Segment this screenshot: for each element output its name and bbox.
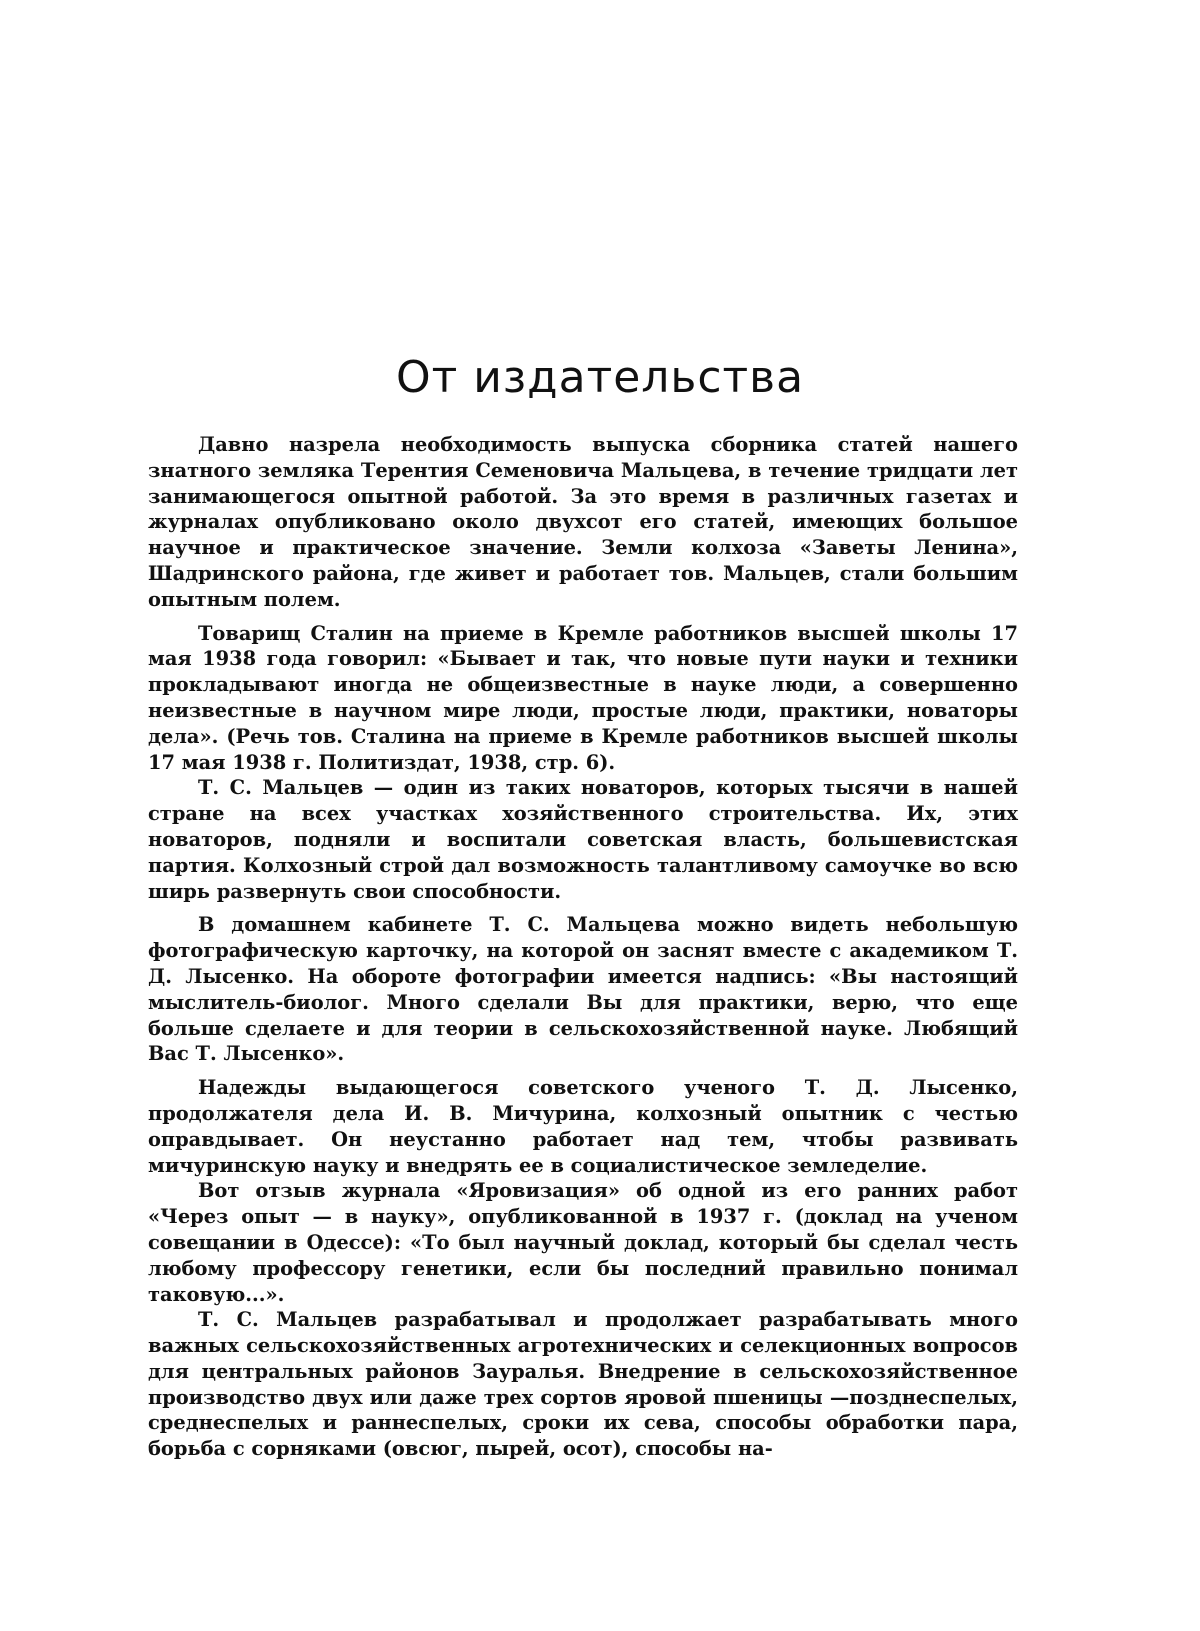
paragraph-1: Давно назрела необходимость выпуска сборника статей нашего знатного земляка Терентия Семеновича Мальцева, в течение тридцати лет занимающегося опытной работой. За это время в различных газетах и журналах опубликовано около двухсот его статей, имеющих большое научное и практическое значение. Земли колхоза «Заветы Ленина», Шадринского района, где живет и работает тов. Мальцев, стали большим опытным полем. [148,433,1018,611]
paragraph-5: Надежды выдающегося советского ученого Т. Д. Лысенко, продолжателя дела И. В. Мичурина, колхозный опытник с честью оправдывает. Он неустанно работает над тем, чтобы развивать мичуринскую науку и внедрять ее в социалистическое земледелие. [148,1076,1018,1177]
paragraph-4: В домашнем кабинете Т. С. Мальцева можно видеть небольшую фотографическую карточку, на которой он заснят вместе с академиком Т. Д. Лысенко. На обороте фотографии имеется надпись: «Вы настоящий мыслитель-биолог. Много сделали Вы для практики, верю, что еще больше сделаете и для теории в сельскохозяйственной науке. Любящий Вас Т. Лысенко». [148,913,1018,1066]
body-text [148,432,1018,1462]
paragraph-2: Товарищ Сталин на приеме в Кремле работников высшей школы 17 мая 1938 года говорил: «Бывает и так, что новые пути науки и техники прокладывают иногда не общеизвестные в науке люди, а совершенно неизвестные в научном мире люди, простые люди, практики, новаторы дела». (Речь тов. Сталина на приеме в Кремле работников высшей школы 17 мая 1938 г. Политиздат, 1938, стр. 6). [148,621,1018,774]
paragraph-6: Вот отзыв журнала «Яровизация» об одной из его ранних работ «Через опыт — в науку», опубликованной в 1937 г. (доклад на ученом совещании в Одессе): «То был научный доклад, который бы сделал честь любому профессору генетики, если бы последний правильно понимал таковую...». [148,1179,1018,1306]
paragraph-7: Т. С. Мальцев разрабатывал и продолжает разрабатывать много важных сельскохозяйственных агротехнических и селекционных вопросов для центральных районов Зауралья. Внедрение в сельскохозяйственное производство двух или даже трех сортов яровой пшеницы —позднеспелых, среднеспелых и раннеспелых, сроки их сева, способы обработки пара, борьба с сорняками (овсюг, пырей, осот), способы на- [148,1308,1018,1461]
page-title: От издательства [395,352,805,403]
paragraph-3: Т. С. Мальцев — один из таких новаторов, которых тысячи в нашей стране на всех участках хозяйственного строительства. Их, этих новаторов, подняли и воспитали советская власть, большевистская партия. Колхозный строй дал возможность талантливому самоучке во всю ширь развернуть свои способности. [148,776,1018,903]
